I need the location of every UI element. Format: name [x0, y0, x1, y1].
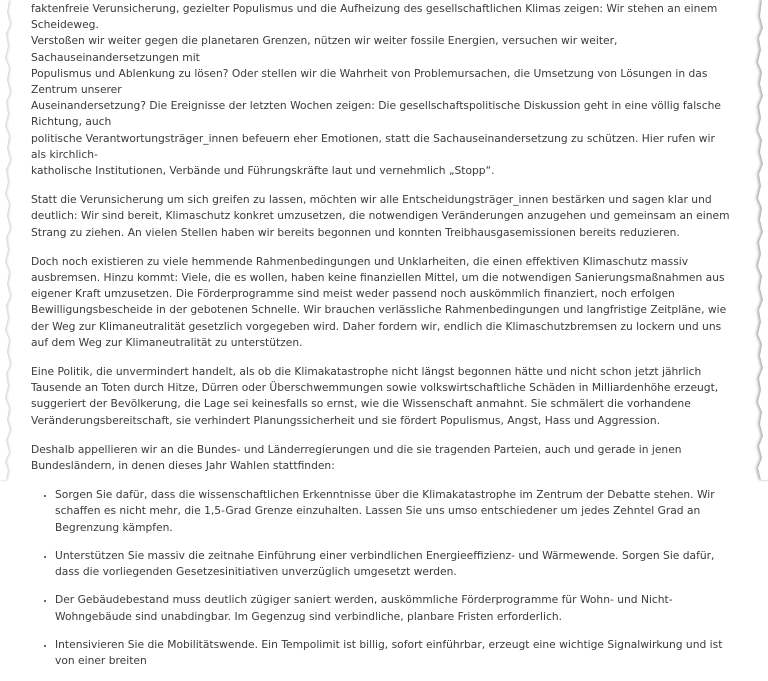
- list-item: • Unterstützen Sie massiv die zeitnahe Einführung einer verbindlichen Energieeffizienz- und Wärmewende. Sorgen Sie dafür, dass die vorliegenden Gesetzesinitiativen unverzüglich umgesetzt werden.: [55, 548, 731, 580]
- demands-list: [31, 487, 731, 669]
- paragraph-commitment: Statt die Verunsicherung um sich greifen zu lassen, möchten wir alle Entscheidungsträger_innen bestärken und sagen klar und deutlich: Wir sind bereit, Klimaschutz konkret umzusetzen, die notwendigen Veränderungen anzugehen und gemeinsam an einem Strang zu ziehen. An vielen Stellen haben wir bereits begonnen und konnten Treibhausgasemissionen bereits reduzieren.: [31, 193, 730, 239]
- paragraph-intro-line: katholische Institutionen, Verbände und Führungskräfte laut und vernehmlich „Stopp“.: [31, 164, 495, 178]
- list-item: • Sorgen Sie dafür, dass die wissenschaftlichen Erkenntnisse über die Klimakatastrophe im Zentrum der Debatte stehen. Wir schaffen es nicht mehr, die 1,5-Grad Grenze einzuhalten. Lassen Sie uns umso entschiedener um jedes Zehntel Grad an Begrenzung kämpfen.: [55, 487, 731, 536]
- paragraph-intro-line: faktenfreie Verunsicherung, gezielter Populismus und die Aufheizung des gesellschaftlichen Klimas zeigen: Wir stehen an einem Scheideweg.: [31, 2, 718, 32]
- paragraph-intro-line: politische Verantwortungsträger_innen befeuern eher Emotionen, statt die Sachauseinandersetzung zu schützen. Hier rufen wir als kirchlich-: [31, 131, 715, 161]
- paragraph-intro: [31, 1, 731, 179]
- paragraph-obstacles: Doch noch existieren zu viele hemmende Rahmenbedingungen und Unklarheiten, die einen effektiven Klimaschutz massiv ausbremsen. Hinzu kommt: Viele, die es wollen, haben keine finanziellen Mittel, um die notwendigen Sanierungsmaßnahmen aus eigener Kraft umzusetzen. Die Förderprogramme sind meist weder passend noch auskömmlich finanziert, noch erfolgen Bewilligungsbescheide in der gebotenen Schnelle. Wir brauchen verlässliche Rahmenbedingungen und langfristige Zeitpläne, wie der Weg zur Klimaneutralität gesetzlich vorgegeben wird. Daher fordern wir, endlich die Klimaschutzbremsen zu lockern und uns auf dem Weg zur Klimaneutralität zu unterstützen.: [31, 254, 727, 349]
- paragraph-policy-critique: Eine Politik, die unvermindert handelt, als ob die Klimakatastrophe nicht längst begonnen hätte und nicht schon jetzt jährlich Tausende an Toten durch Hitze, Dürren oder Überschwemmungen sowie volkswirtschaftliche Schäden in Milliardenhöhe erzeugt, suggeriert der Bevölkerung, die Lage sei keinesfalls so ernst, wie die Wissenschaft anmahnt. Sie schmälert die vorhandene Veränderungsbereitschaft, sie verhindert Planungssicherheit und sie fördert Populismus, Angst, Hass und Aggression.: [31, 365, 719, 427]
- list-item: • Der Gebäudebestand muss deutlich zügiger saniert werden, auskömmliche Förderprogramme für Wohn- und Nicht-Wohngebäude sind unabdingbar. Im Gegenzug sind verbindliche, planbare Fristen erforderlich.: [55, 592, 731, 624]
- paragraph-appeal: Deshalb appellieren wir an die Bundes- und Länderregierungen und die sie tragenden Parteien, auch und gerade in jenen Bundesländern, in denen dieses Jahr Wahlen stattfinden:: [31, 442, 682, 473]
- list-item: • Intensivieren Sie die Mobilitätswende. Ein Tempolimit ist billig, sofort einführbar, erzeugt eine wichtige Signalwirkung und ist von einer breiten: [55, 637, 731, 669]
- torn-edge-left: [0, 0, 20, 480]
- paragraph-intro-line: Auseinandersetzung? Die Ereignisse der letzten Wochen zeigen: Die gesellschaftspolitische Diskussion geht in eine völlig falsche Richtung, auch: [31, 99, 721, 129]
- document-body: [31, 0, 731, 681]
- paragraph-intro-line: Verstoßen wir weiter gegen die planetaren Grenzen, nützen wir weiter fossile Energien, versuchen wir weiter, Sachauseinandersetzungen mit: [31, 34, 618, 64]
- paragraph-intro-line: Populismus und Ablenkung zu lösen? Oder stellen wir die Wahrheit von Problemursachen, die Umsetzung von Lösungen in das Zentrum unserer: [31, 66, 708, 97]
- torn-edge-right: [744, 0, 768, 480]
